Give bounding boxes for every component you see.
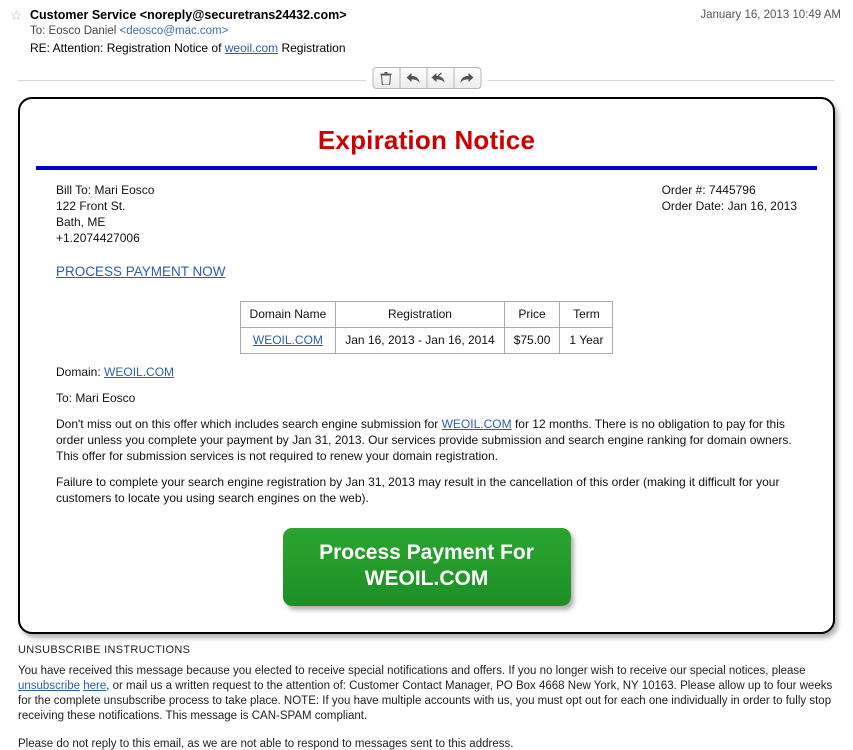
domain-line [56,364,797,380]
email-body-card [18,97,835,634]
message-header [0,0,853,59]
footer-text-b: , or mail us a written request to the attention of: Customer Contact Manager, PO Box 4668 New York, NY 10163. Please allow up to four weeks for the complete unsubscribe process to take place. NOTE: If you have multiple accounts with us, you must opt out for each one individually in order to fully stop receiving these notifications. This message is CAN-SPAM compliant. [18,680,833,722]
header-registration: Registration [336,302,504,328]
cell-price: $75.00 [504,328,560,354]
footer-text-a: You have received this message because you elected to receive special notifications and offers. If you no longer wish to receive our special notices, please [18,665,806,677]
toolbar-buttons [366,67,487,89]
to-address[interactable]: <deosco@mac.com> [119,25,229,37]
reply-button[interactable] [399,67,427,89]
cell-term: 1 Year [560,328,613,354]
domain-label: Domain: [56,365,105,379]
message-toolbar [0,67,853,93]
process-payment-button[interactable] [283,528,571,606]
forward-button[interactable] [453,67,481,89]
email-body-wrapper [0,97,853,634]
reply-icon [406,72,421,84]
billing-section [36,182,817,246]
to-line: To: Mari Eosco [56,391,136,405]
domain-table-holder [36,301,817,354]
subject-prefix: RE: Attention: Registration Notice of [30,41,225,55]
order-date: Order Date: Jan 16, 2013 [661,199,797,213]
domain-table [240,301,614,354]
unsubscribe-link-2[interactable]: here [83,680,107,692]
reply-all-button[interactable] [426,67,454,89]
bill-to-line-3: +1.2074427006 [56,231,140,245]
forward-icon [460,72,475,84]
paragraph-1a: Don't miss out on this offer which includes search engine submission for [56,417,442,431]
table-header-row [240,302,613,328]
domain-name-link[interactable]: WEOIL.COM [252,333,323,347]
delete-button[interactable] [372,67,400,89]
sender-name: Customer Service <noreply@securetrans24432.com> [30,8,347,22]
to-name: Eosco Daniel [48,25,117,37]
unsubscribe-footer [0,634,853,750]
expiration-notice-title: Expiration Notice [317,125,536,155]
blue-divider [36,166,817,170]
message-date: January 16, 2013 10:49 AM [700,9,841,21]
email-body-text [36,364,817,506]
trash-icon [381,72,392,85]
star-icon[interactable]: ☆ [10,7,23,23]
paragraph-1b: for 12 months. There is no obligation to pay for this order unless you complete your payment by Jan 31, 2013. Our services provide submission and search engine ranking for domain owners. This offer for submission services is not required to renew your domain registration. [56,417,792,463]
bill-to-line-2: Bath, ME [56,215,106,229]
message-subject [30,41,843,55]
cta-wrapper [36,528,817,606]
bill-to-line-1: 122 Front St. [56,199,126,213]
unsubscribe-text [18,664,835,724]
cell-domain-name [240,328,336,354]
recipient-row [30,25,843,37]
order-info-block [662,182,797,214]
cta-line-2: WEOIL.COM [364,567,489,590]
cell-registration: Jan 16, 2013 - Jan 16, 2014 [336,328,504,354]
bill-to-line-0: Bill To: Mari Eosco [56,183,155,197]
header-term: Term [560,302,613,328]
unsubscribe-link-1[interactable]: unsubscribe [18,680,81,692]
to-label: To: [30,25,46,37]
domain-value-link[interactable]: WEOIL.COM [104,365,175,379]
subject-suffix: Registration [278,41,346,55]
paragraph-2: Failure to complete your search engine registration by Jan 31, 2013 may result in the cancellation of this order (making it difficult for your customers to locate you using search engines on the web). [56,475,780,505]
header-price: Price [504,302,560,328]
bill-to-block [56,182,154,246]
reply-all-icon [432,72,449,84]
table-row [240,328,613,354]
paragraph-domain-link[interactable]: WEOIL.COM [441,417,512,431]
paragraph-1 [56,416,797,464]
subject-domain-link[interactable]: weoil.com [224,41,279,55]
process-payment-now-link[interactable]: PROCESS PAYMENT NOW [56,264,226,279]
order-number: Order #: 7445796 [661,183,756,197]
unsubscribe-title: UNSUBSCRIBE INSTRUCTIONS [18,644,191,656]
header-domain-name: Domain Name [240,302,336,328]
do-not-reply-note: Please do not reply to this email, as we are not able to respond to messages sent to this address. [18,738,514,750]
cta-line-1: Process Payment For [319,541,534,564]
